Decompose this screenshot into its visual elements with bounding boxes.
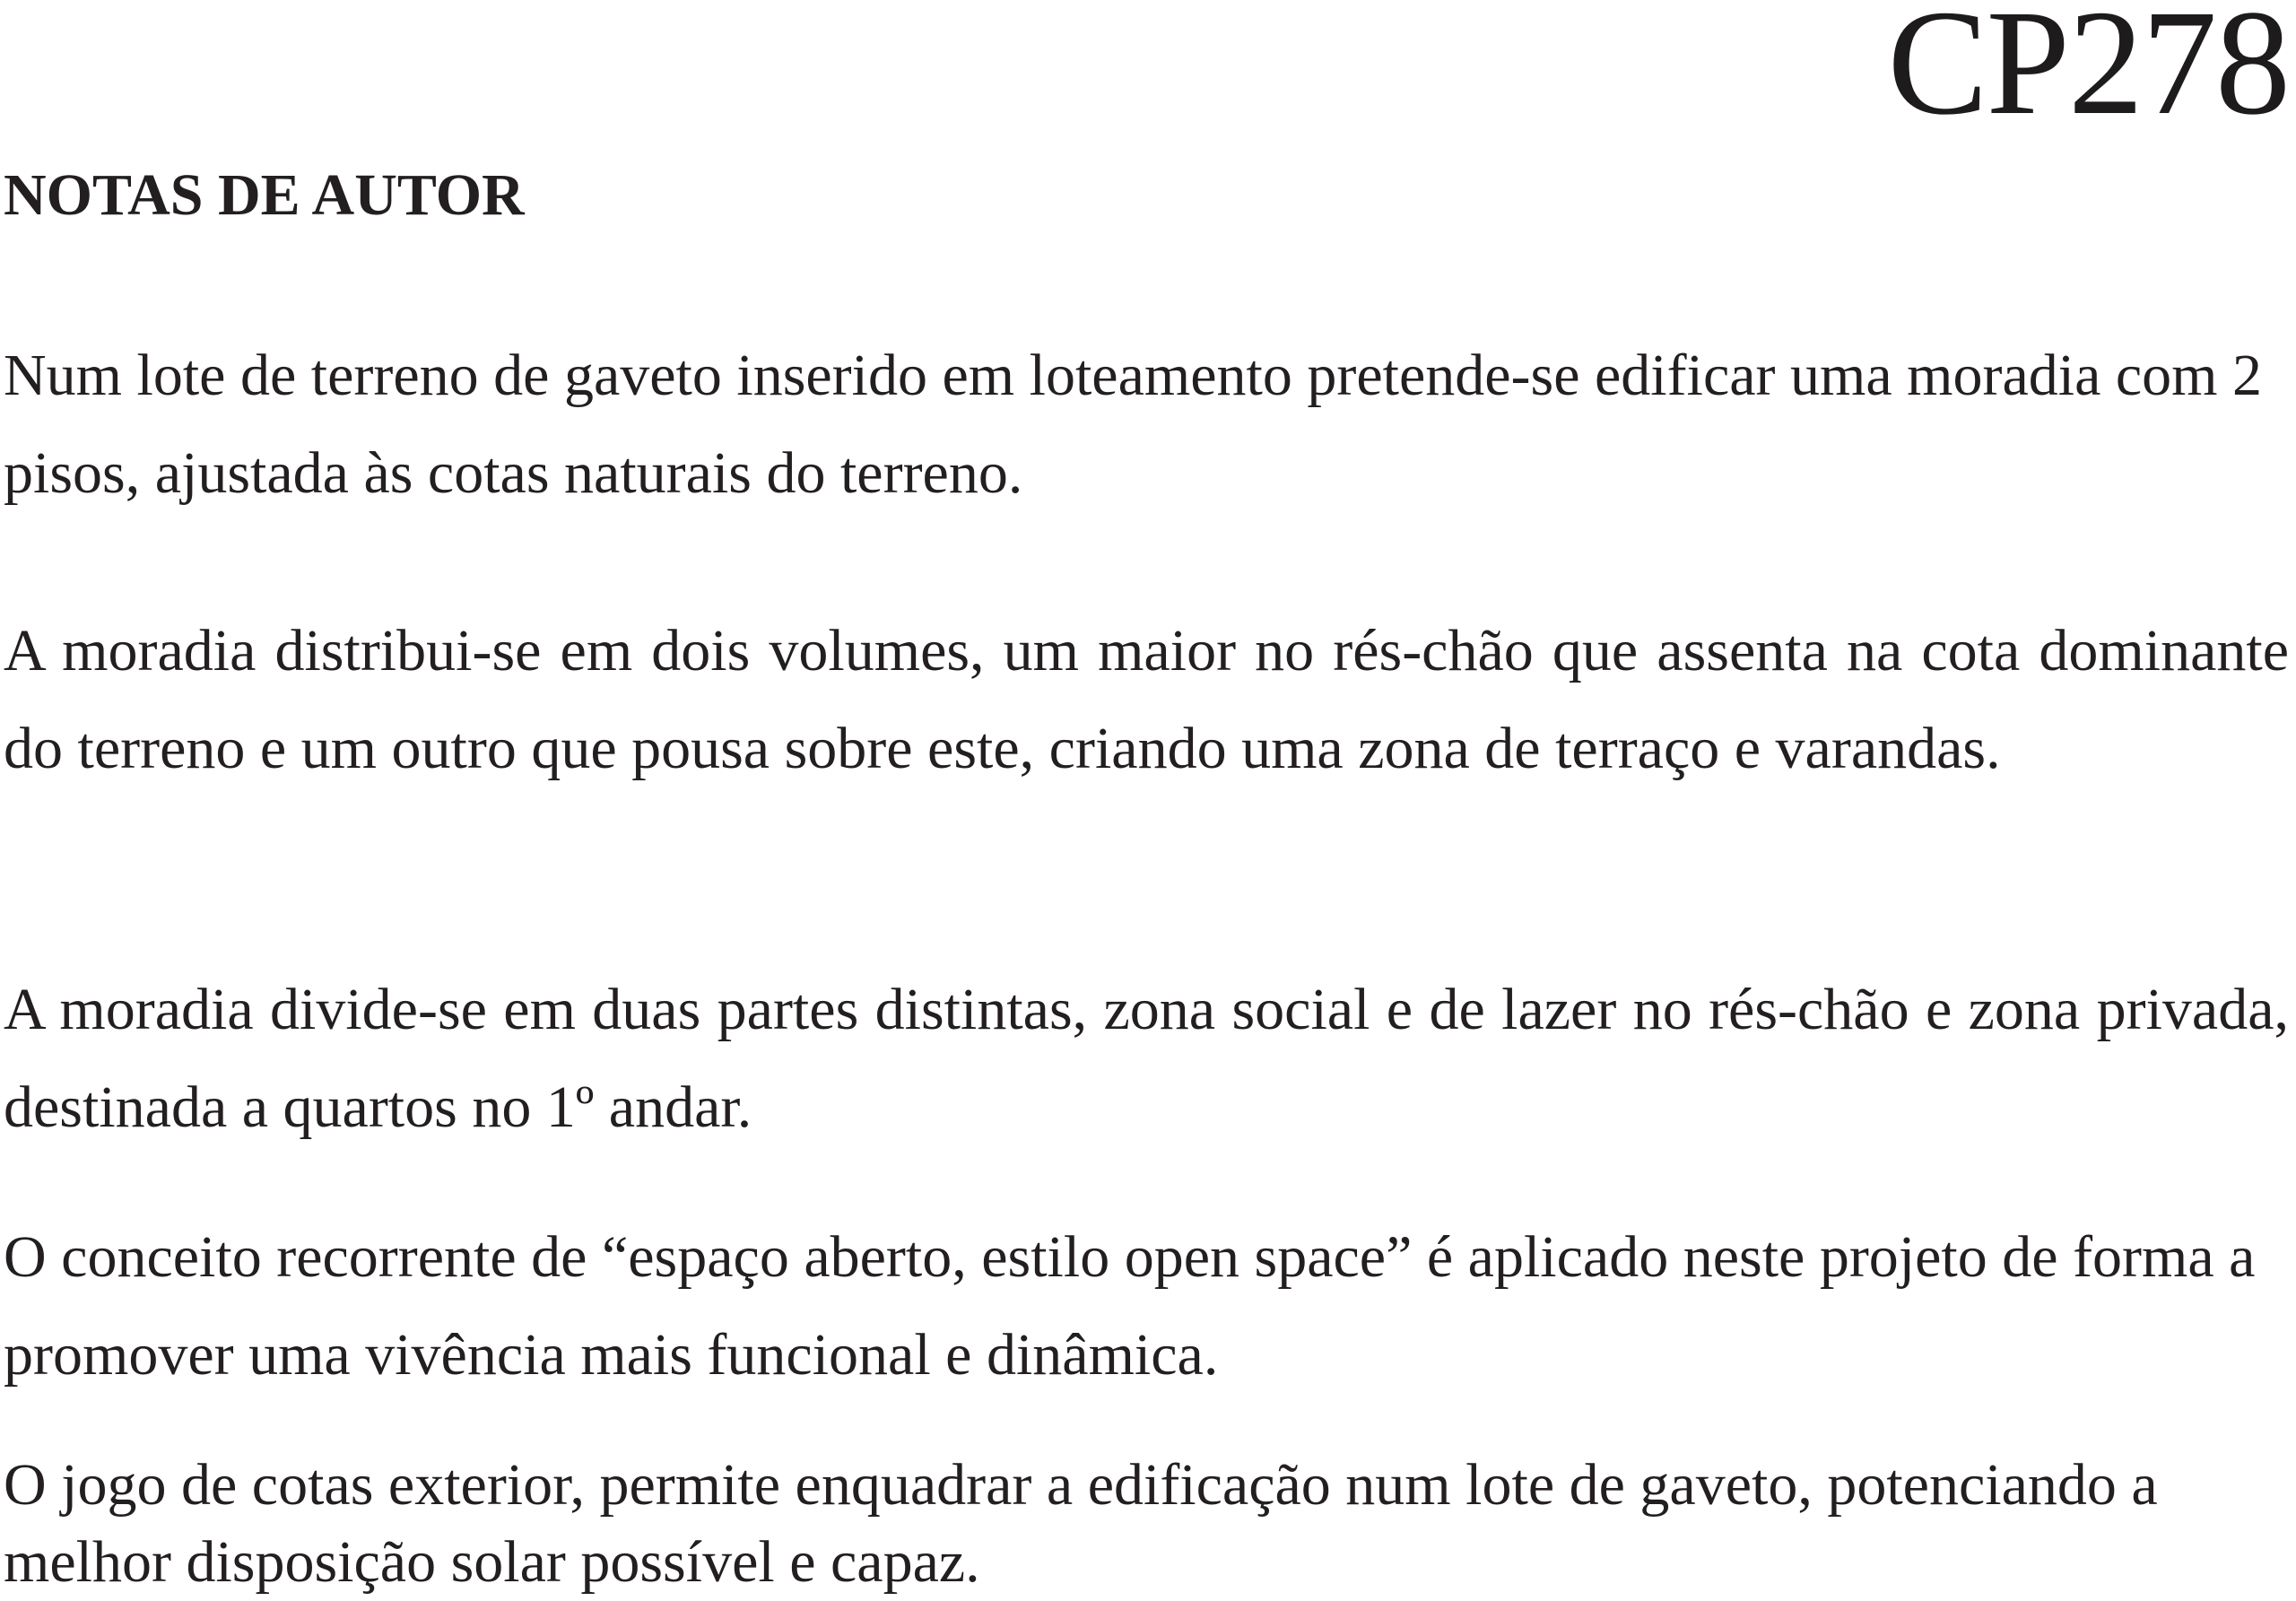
section-heading: NOTAS DE AUTOR	[4, 162, 525, 228]
paragraph-4: O conceito recorrente de “espaço aberto, estilo open space” é aplicado neste projeto de forma a promover uma vivência mais funcional e dinâmica.	[4, 1224, 2256, 1388]
project-code: CP278	[1887, 0, 2289, 146]
paragraph-2: A moradia distribui-se em dois volumes, um maior no rés-chão que assenta na cota dominante do terreno e um outro que pousa sobre este, criando uma zona de terraço e varandas.	[4, 618, 2289, 781]
paragraph-5: O jogo de cotas exterior, permite enquadrar a edificação num lote de gaveto, potenciando a melhor disposição solar possível e capaz.	[4, 1452, 2158, 1595]
paragraph-3: A moradia divide-se em duas partes distintas, zona social e de lazer no rés-chão e zona privada, destinada a quartos no 1º andar.	[4, 977, 2289, 1140]
paragraph-1: Num lote de terreno de gaveto inserido em loteamento pretende-se edificar uma moradia com 2 pisos, ajustada às cotas naturais do terreno.	[4, 343, 2263, 506]
